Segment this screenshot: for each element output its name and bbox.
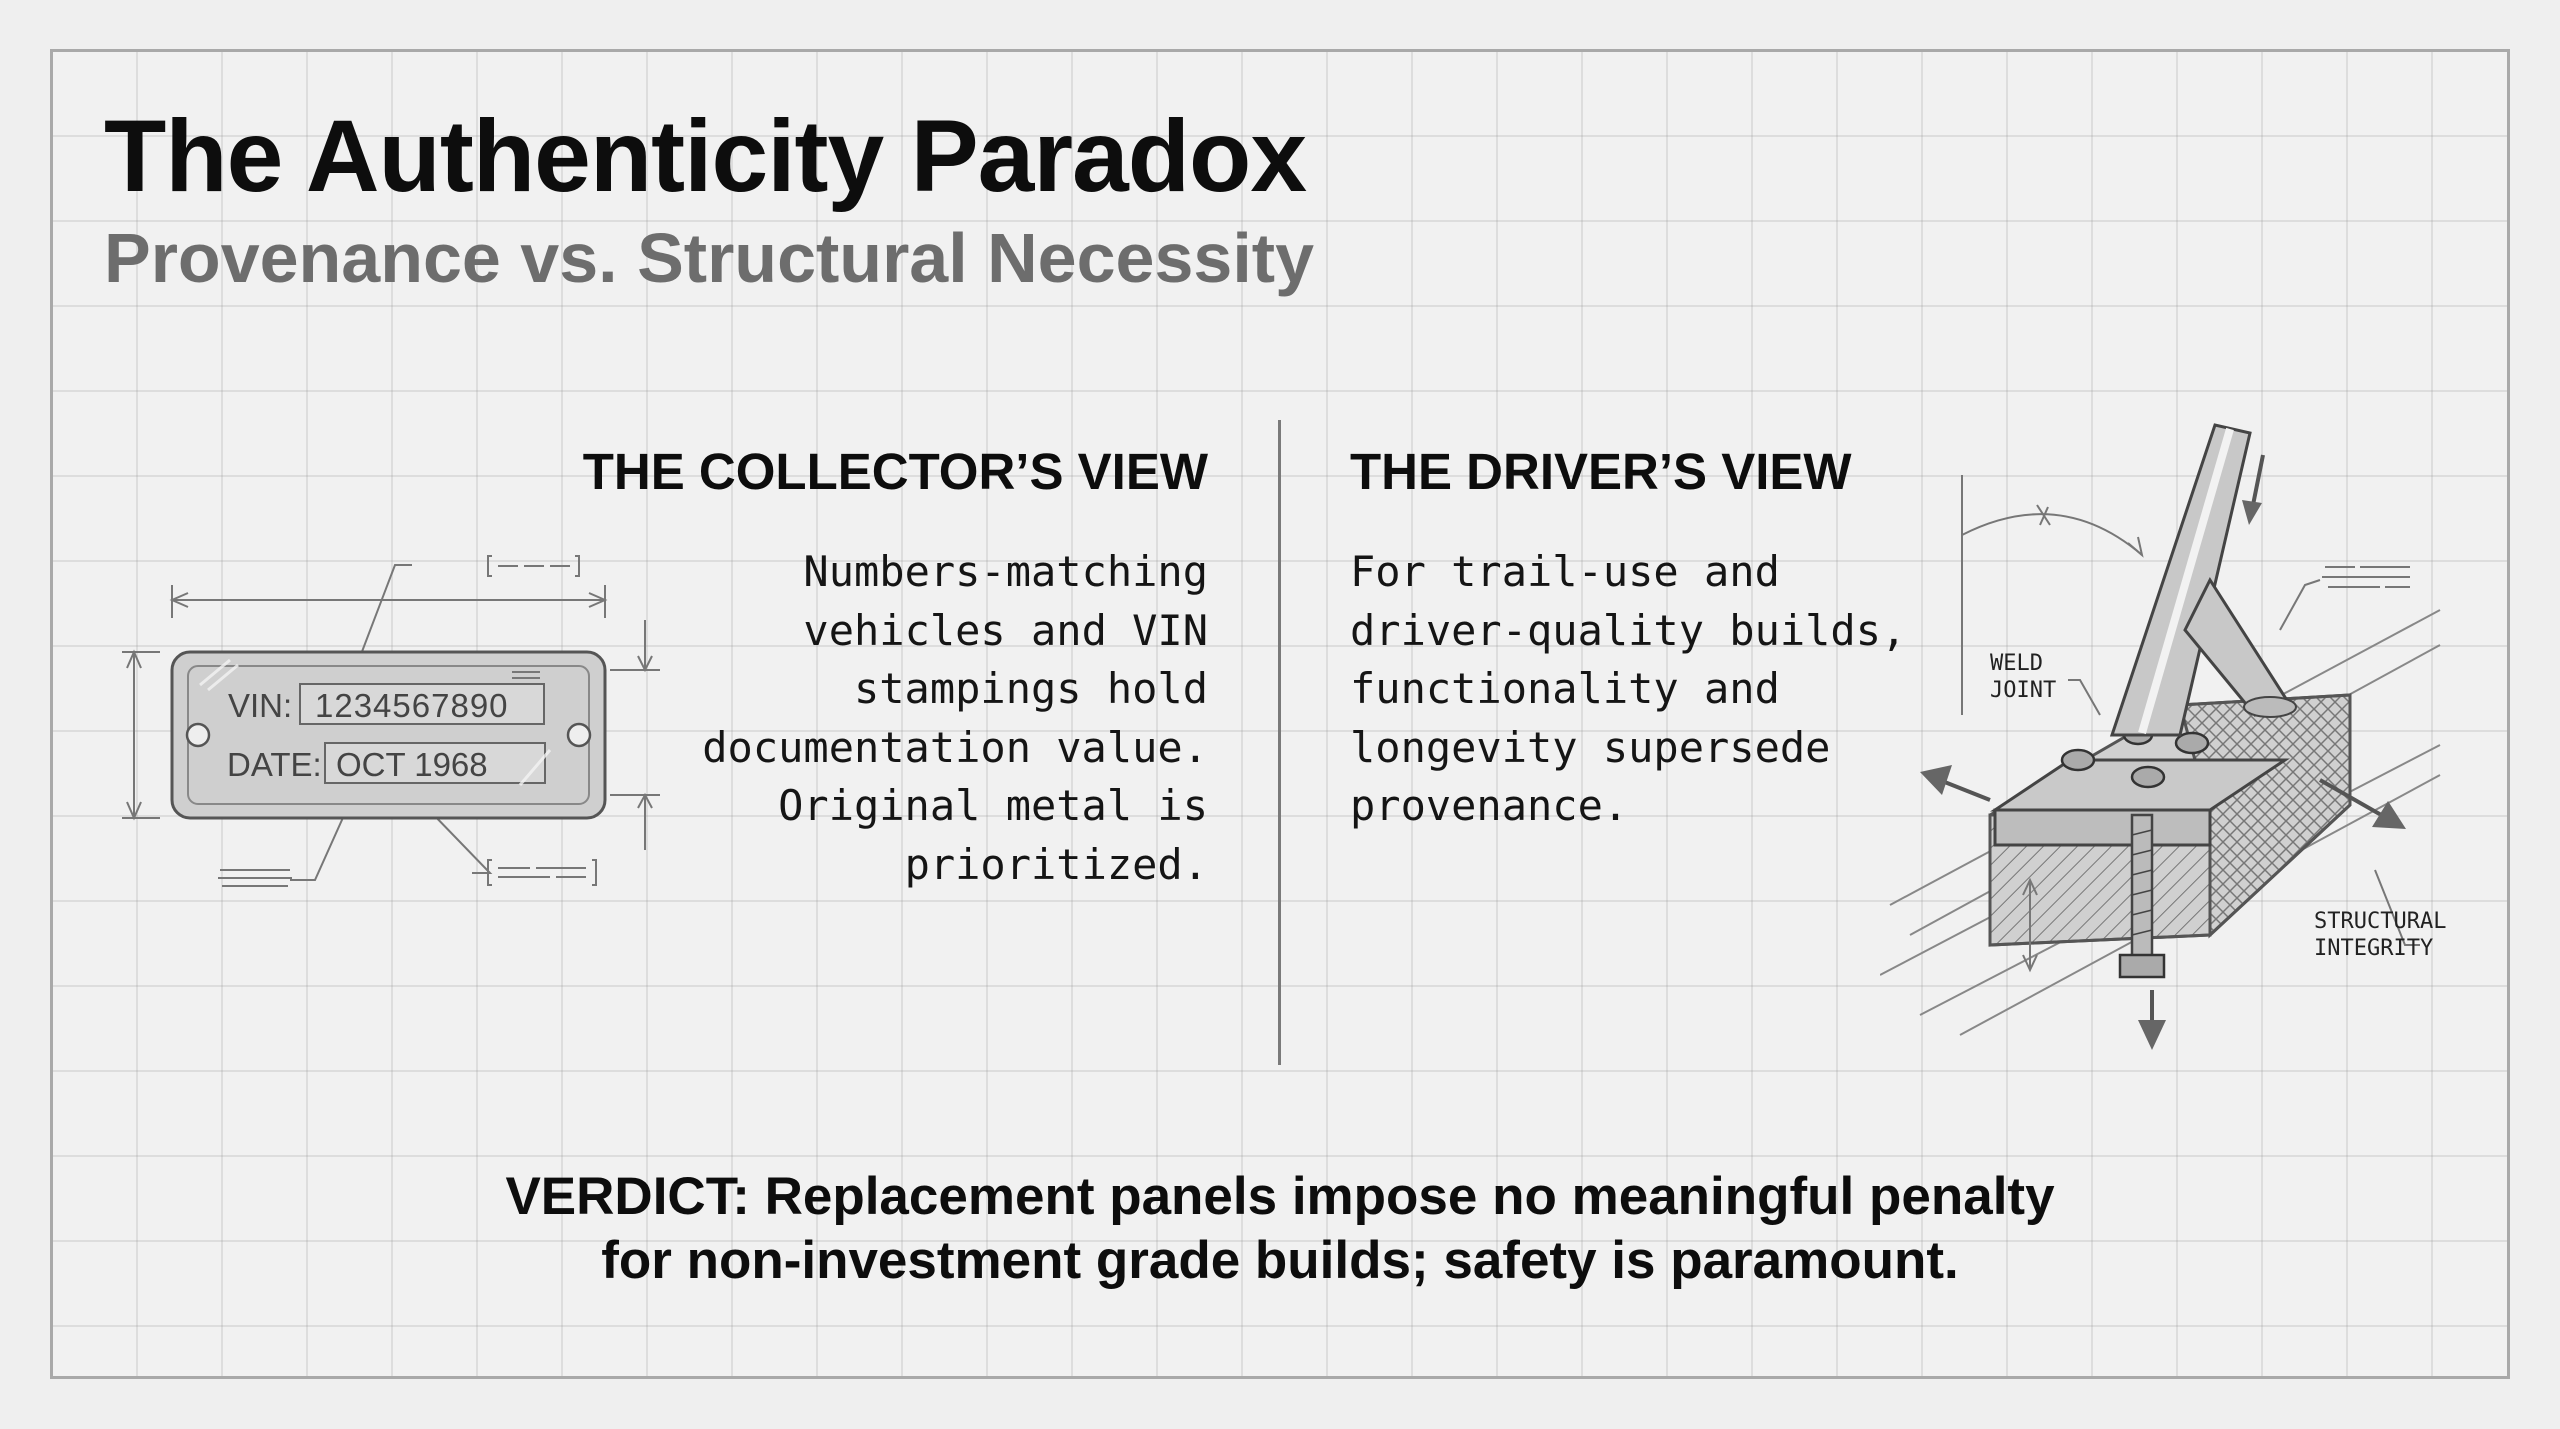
verdict-line: VERDICT: Replacement panels impose no meaningful penalty xyxy=(505,1167,2055,1226)
vin-value: 1234567890 xyxy=(315,687,509,724)
structural-integrity-label-1: STRUCTURAL xyxy=(2314,909,2447,934)
collector-view-text xyxy=(702,543,1208,894)
verdict-statement xyxy=(0,1165,2560,1293)
vin-plate-icon xyxy=(100,540,680,910)
vin-label: VIN: xyxy=(228,687,293,724)
structural-integrity-label-2: INTEGRITY xyxy=(2314,936,2434,961)
collector-line: documentation value. xyxy=(702,722,1208,772)
verdict-line: for non-investment grade builds; safety is paramount. xyxy=(601,1231,1959,1290)
collector-line: vehicles and VIN xyxy=(803,605,1208,655)
driver-view-heading: THE DRIVER’S VIEW xyxy=(1350,443,1852,500)
collector-line: prioritized. xyxy=(904,839,1208,889)
collector-line: Original metal is xyxy=(778,781,1208,830)
date-value: OCT 1968 xyxy=(336,746,488,783)
collector-view-heading: THE COLLECTOR’S VIEW xyxy=(582,443,1208,500)
driver-line: provenance. xyxy=(1350,781,1629,830)
driver-line: For trail-use and xyxy=(1350,547,1780,596)
weld-joint-label-2: JOINT xyxy=(1990,678,2057,703)
driver-view-text xyxy=(1350,543,1906,836)
weld-joint-label-1: WELD xyxy=(1990,651,2043,676)
driver-line: driver-quality builds, xyxy=(1350,605,1907,655)
collector-line: stampings hold xyxy=(853,664,1208,713)
page-title: The Authenticity Paradox xyxy=(104,99,1307,213)
driver-line: functionality and xyxy=(1350,664,1780,713)
frame-weld-joint-icon xyxy=(1880,415,2470,1060)
column-divider xyxy=(1278,420,1281,1065)
page-subtitle: Provenance vs. Structural Necessity xyxy=(104,219,1315,297)
collector-line: Numbers-matching xyxy=(803,547,1208,596)
date-label: DATE: xyxy=(227,746,322,783)
driver-line: longevity supersede xyxy=(1350,722,1831,772)
